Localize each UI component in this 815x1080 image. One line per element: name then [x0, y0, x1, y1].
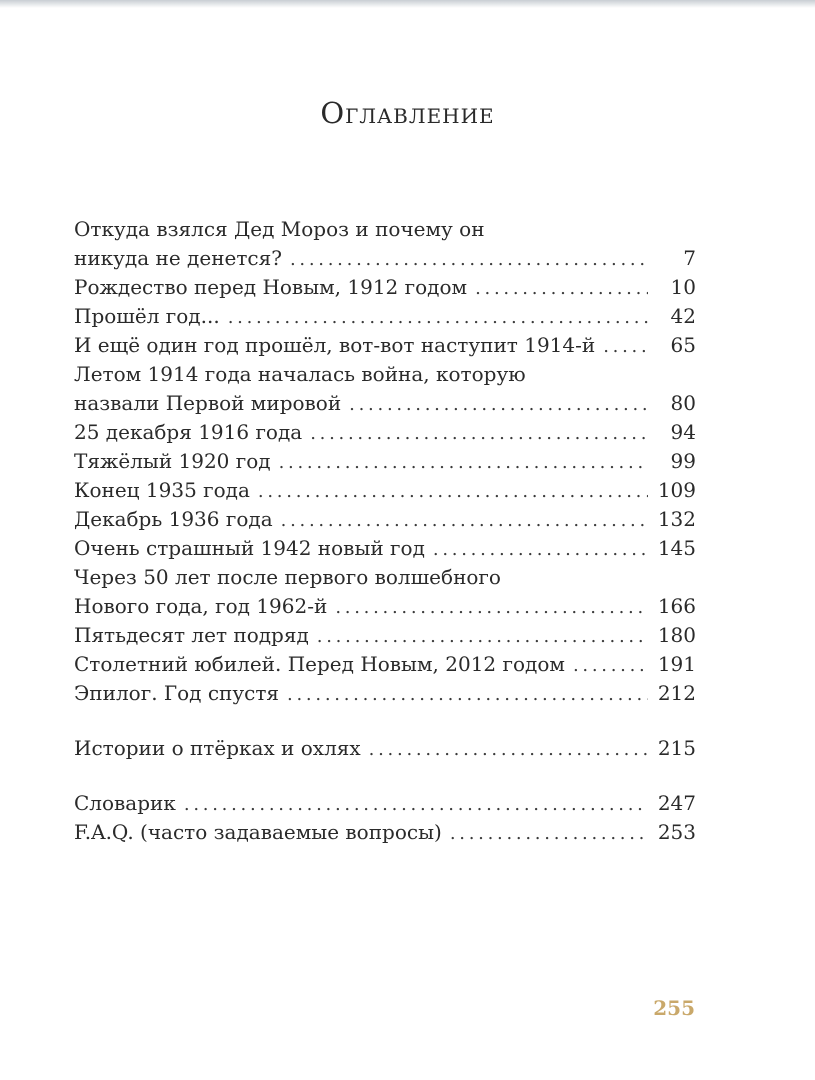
toc-entry[interactable] — [74, 244, 696, 273]
page-top-edge — [0, 0, 815, 8]
dot-leader — [450, 819, 648, 848]
toc-entry-page: 10 — [670, 275, 696, 299]
toc-entry-title: Истории о птёрках и охлях — [74, 736, 361, 760]
toc-entry-page: 180 — [657, 623, 696, 647]
toc-entry[interactable] — [74, 447, 696, 476]
toc-entry[interactable] — [74, 621, 696, 650]
toc-entry[interactable] — [74, 650, 696, 679]
toc-entry-title: И ещё один год прошёл, вот-вот наступит 1914-й — [74, 333, 596, 357]
dot-leader — [281, 506, 648, 535]
toc-entry-title: Прошёл год... — [74, 304, 220, 328]
toc-entry-title: назвали Первой мировой — [74, 391, 342, 415]
toc-entry-title: Словарик — [74, 791, 176, 815]
toc-entry-page: 132 — [657, 507, 696, 531]
dot-leader — [258, 477, 648, 506]
toc-entry[interactable] — [74, 302, 696, 331]
toc-entry-title: никуда не денется? — [74, 246, 282, 270]
toc-entry-title: Конец 1935 года — [74, 478, 250, 502]
section-gap — [74, 763, 696, 789]
toc-entry[interactable] — [74, 592, 696, 621]
toc-entry-title: 25 декабря 1916 года — [74, 420, 303, 444]
toc-entry-title: Декабрь 1936 года — [74, 507, 273, 531]
dot-leader — [349, 390, 648, 419]
toc-entry-title: Через 50 лет после первого волшебного — [74, 565, 501, 589]
page-title: Оглавление — [320, 96, 495, 130]
toc-entry[interactable] — [74, 476, 696, 505]
toc-entry-page: 65 — [670, 333, 696, 357]
toc-entry[interactable] — [74, 273, 696, 302]
dot-leader — [279, 448, 648, 477]
toc-entry[interactable] — [74, 679, 696, 708]
toc-entry-title: Летом 1914 года началась война, которую — [74, 362, 526, 386]
dot-leader — [310, 419, 648, 448]
toc-entry[interactable] — [74, 789, 696, 818]
dot-leader — [184, 790, 648, 819]
toc-entry-page: 212 — [657, 681, 696, 705]
toc-entry-page: 166 — [657, 594, 696, 618]
dot-leader — [433, 535, 648, 564]
toc-entry-page: 145 — [657, 536, 696, 560]
dot-leader — [369, 735, 648, 764]
toc-entry-title: Нового года, год 1962-й — [74, 594, 328, 618]
toc-entry-page: 7 — [683, 246, 696, 270]
toc-entry-title: Рождество перед Новым, 1912 годом — [74, 275, 468, 299]
toc-entry[interactable] — [74, 505, 696, 534]
section-gap — [74, 708, 696, 734]
toc-entry-title: Столетний юбилей. Перед Новым, 2012 годом — [74, 652, 565, 676]
toc-entry-title: Пятьдесят лет подряд — [74, 623, 309, 647]
dot-leader — [228, 303, 648, 332]
dot-leader — [317, 622, 648, 651]
toc-entry-page: 109 — [657, 478, 696, 502]
toc-entry-page: 42 — [670, 304, 696, 328]
toc-entry[interactable] — [74, 418, 696, 447]
toc-entry[interactable] — [74, 818, 696, 847]
dot-leader — [287, 680, 648, 709]
toc-entry-page: 99 — [670, 449, 696, 473]
dot-leader — [290, 245, 648, 274]
toc-entry-page: 215 — [657, 736, 696, 760]
toc-entry[interactable] — [74, 734, 696, 763]
toc-entry-title: Очень страшный 1942 новый год — [74, 536, 425, 560]
dot-leader — [603, 332, 648, 361]
toc-entry-title: Эпилог. Год спустя — [74, 681, 280, 705]
toc-entry-title: Тяжёлый 1920 год — [74, 449, 271, 473]
toc-entry[interactable] — [74, 360, 696, 389]
toc-entry[interactable] — [74, 534, 696, 563]
toc-entry-page: 247 — [657, 791, 696, 815]
dot-leader — [573, 651, 648, 680]
toc-entry[interactable] — [74, 563, 696, 592]
toc-entry-page: 94 — [670, 420, 696, 444]
toc-entry[interactable] — [74, 215, 696, 244]
toc-entry-page: 80 — [670, 391, 696, 415]
toc-entry-page: 191 — [657, 652, 696, 676]
dot-leader — [475, 274, 648, 303]
page-number: 255 — [653, 996, 695, 1020]
toc-entry[interactable] — [74, 389, 696, 418]
toc-entry-title: F.A.Q. (часто задаваемые вопросы) — [74, 820, 442, 844]
toc-entry[interactable] — [74, 331, 696, 360]
toc-entry-page: 253 — [657, 820, 696, 844]
toc-entry-title: Откуда взялся Дед Мороз и почему он — [74, 217, 485, 241]
dot-leader — [335, 593, 648, 622]
table-of-contents — [74, 215, 696, 847]
